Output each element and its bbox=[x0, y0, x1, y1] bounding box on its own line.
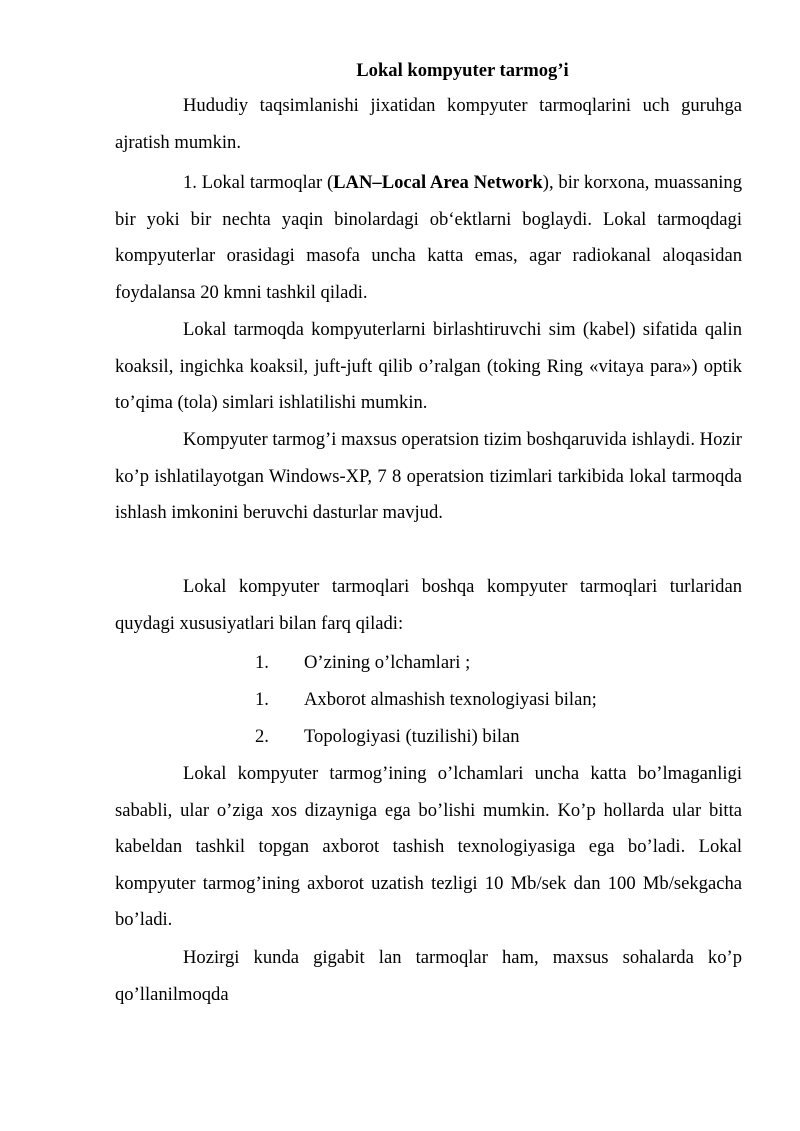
list-item-number: 1. bbox=[255, 652, 269, 673]
list-item-number: 1. bbox=[255, 689, 269, 710]
list-item-text: O’zining o’lchamlari ; bbox=[304, 652, 471, 673]
paragraph-lan-before: 1. Lokal tarmoqlar ( bbox=[183, 172, 334, 193]
paragraph-lan-after: ), bir korxona, muassaning bir yoki bir nechta yaqin binolardagi ob‘ektlarni boglaydi. Lokal tarmoqdagi kompyuterlar orasidagi masofa uncha katta emas, agar radiokanal aloqasidan foydalansa 20 kmni tashkil qiladi. bbox=[115, 172, 742, 303]
paragraph-features-text: Lokal kompyuter tarmoqlari boshqa kompyuter tarmoqlari turlaridan quydagi xususiyatlari bilan farq qiladi: bbox=[115, 576, 742, 634]
paragraph-cables-text: Lokal tarmoqda kompyuterlarni birlashtiruvchi sim (kabel) sifatida qalin koaksil, ingichka koaksil, juft-juft qilib o’ralgan (toking Ring «vitaya para») optik to’qima (tola) simlari ishlatilishi mumkin. bbox=[115, 319, 742, 414]
paragraph-intro bbox=[115, 88, 742, 161]
page-title: Lokal kompyuter tarmog’i bbox=[356, 60, 569, 81]
paragraph-features bbox=[115, 569, 742, 642]
list-item-text: Topologiyasi (tuzilishi) bilan bbox=[304, 726, 520, 747]
paragraph-intro-text: Hududiy taqsimlanishi jixatidan kompyuter tarmoqlarini uch guruhga ajratish mumkin. bbox=[115, 95, 742, 153]
paragraph-size-text: Lokal kompyuter tarmog’ining o’lchamlari uncha katta bo’lmaganligi sababli, ular o’ziga xos dizayniga ega bo’lishi mumkin. Ko’p hollarda ular bitta kabeldan tashkil topgan axborot tashish texnologiyasiga ega bo’ladi. Lokal kompyuter tarmog’ining axborot uzatish tezligi 10 Mb/sek dan 100 Mb/sekgacha bo’ladi. bbox=[115, 763, 742, 931]
paragraph-size bbox=[115, 756, 742, 939]
paragraph-os bbox=[115, 422, 742, 532]
paragraph-cables bbox=[115, 312, 742, 422]
paragraph-os-text: Kompyuter tarmog’i maxsus operatsion tizim boshqaruvida ishlaydi. Hozir ko’p ishlatilayotgan Windows-XP, 7 8 operatsion tizimlari tarkibida lokal tarmoqda ishlash imkonini beruvchi dasturlar mavjud. bbox=[115, 429, 742, 524]
list-item-text: Axborot almashish texnologiyasi bilan; bbox=[304, 689, 597, 710]
paragraph-gigabit-text: Hozirgi kunda gigabit lan tarmoqlar ham, maxsus sohalarda ko’p qo’llanilmoqda bbox=[115, 947, 742, 1005]
paragraph-lan bbox=[115, 165, 742, 311]
list-item-number: 2. bbox=[255, 726, 269, 747]
paragraph-gigabit bbox=[115, 940, 742, 1013]
paragraph-lan-bold: LAN–Local Area Network bbox=[333, 172, 543, 193]
